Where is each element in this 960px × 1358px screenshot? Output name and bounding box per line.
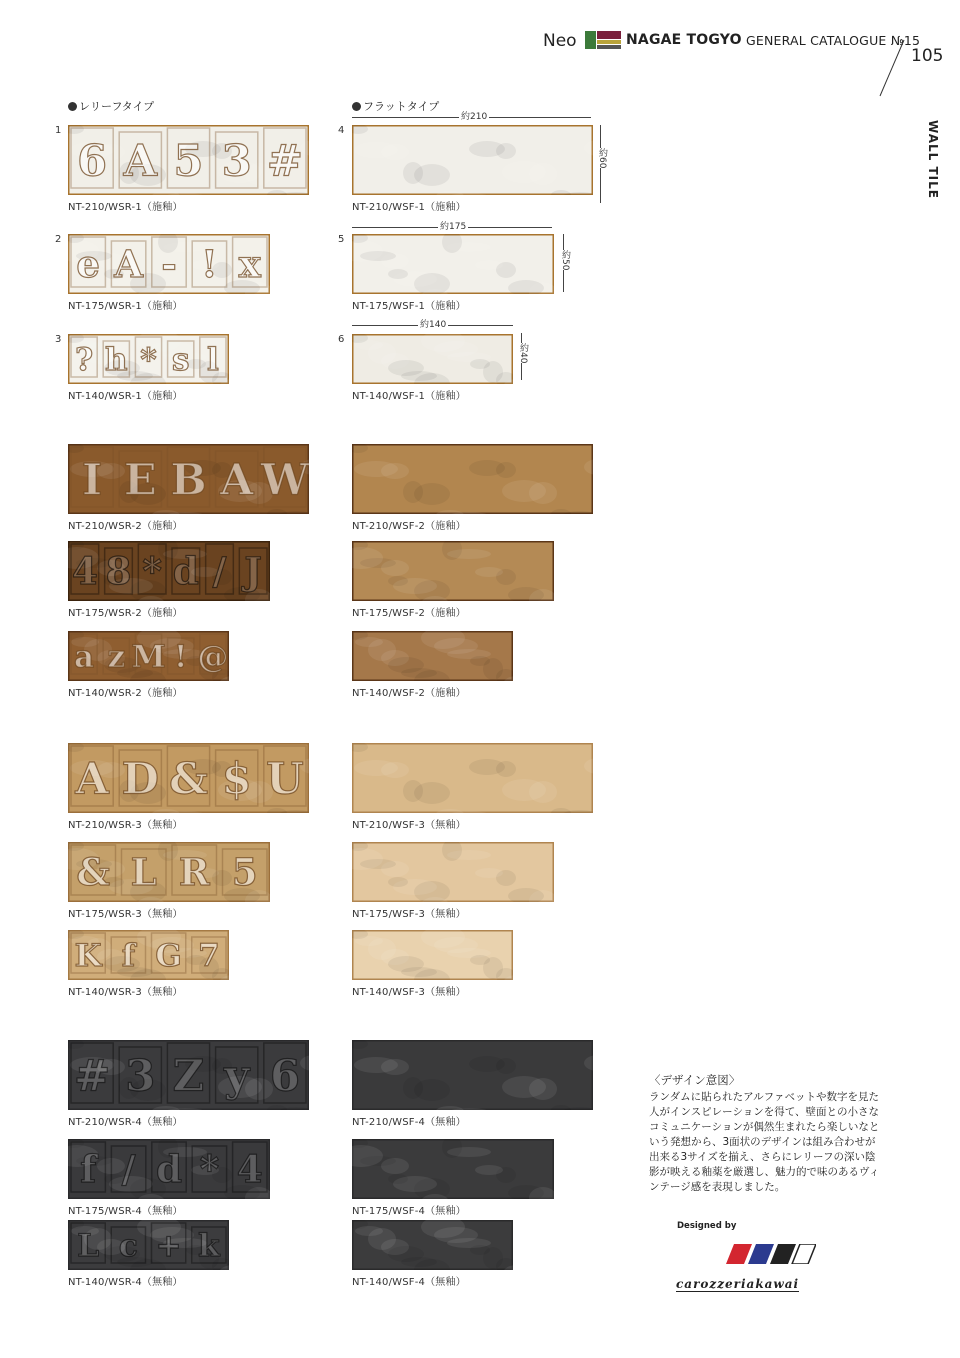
row-number: 2 <box>55 234 62 245</box>
dimension-height-40: 約40 <box>518 343 528 364</box>
tile-relief-glyph: # <box>74 1051 111 1102</box>
tile-relief-glyph: 3 <box>221 136 252 187</box>
flat-tile-image <box>352 541 554 601</box>
tile-relief-glyph: * <box>199 1147 220 1192</box>
designer-stripes-logo-icon <box>724 1244 816 1264</box>
relief-tile-image <box>68 842 270 902</box>
tile-relief-glyph: * <box>140 342 157 378</box>
tile-relief-glyph: J <box>244 549 262 594</box>
relief-tile-code: NT-175/WSR-1（施釉） <box>68 301 183 312</box>
tile-relief-glyph: l <box>207 342 219 378</box>
tile-relief-glyph: 5 <box>173 136 204 187</box>
tile-relief-glyph: 6 <box>269 1051 300 1102</box>
tile-relief-glyph: / <box>212 549 227 594</box>
flat-tile-image <box>352 743 593 813</box>
tile-relief-glyph: Z <box>172 1051 205 1102</box>
flat-tile-code: NT-210/WSF-1（施釉） <box>352 202 466 213</box>
flat-tile-image <box>352 930 513 980</box>
flat-type-heading <box>352 98 439 114</box>
flat-tile-code: NT-175/WSF-3（無釉） <box>352 909 466 920</box>
row-number: 5 <box>338 234 345 245</box>
relief-tile-code: NT-210/WSR-2（施釉） <box>68 521 183 532</box>
flat-tile-image <box>352 334 513 384</box>
tile-relief-glyph: a <box>74 639 95 675</box>
tile-relief-glyph: K <box>74 938 102 974</box>
tile-relief-glyph: 4 <box>71 549 98 594</box>
dimension-width-175: 約175 <box>438 219 468 232</box>
tile-relief-glyph: L <box>77 1228 100 1264</box>
tile-relief-glyph: M <box>131 639 166 675</box>
dimension-height-60: 約60 <box>597 148 607 169</box>
tile-relief-glyph: U <box>266 754 304 805</box>
flat-tile-code: NT-140/WSF-2（施釉） <box>352 688 466 699</box>
brand-neo: Neo <box>543 31 577 51</box>
relief-type-label: レリーフタイプ <box>79 100 155 113</box>
tile-relief-glyph: A <box>220 455 254 506</box>
designed-by-label: Designed by <box>677 1221 737 1231</box>
tile-relief-glyph: 5 <box>231 850 258 895</box>
divider-slash <box>876 38 906 100</box>
page-number: 105 <box>911 46 944 66</box>
relief-tile-image <box>68 743 309 813</box>
tile-relief-glyph: s <box>171 342 190 378</box>
tile-relief-glyph: / <box>121 1147 136 1192</box>
tile-relief-glyph: E <box>123 455 157 506</box>
tile-relief-glyph: - <box>161 242 177 287</box>
tile-relief-glyph: x <box>238 242 261 287</box>
tile-relief-glyph: h <box>105 342 128 378</box>
flat-tile-code: NT-175/WSF-1（施釉） <box>352 301 466 312</box>
flat-type-label: フラットタイプ <box>363 100 440 113</box>
flat-tile-image <box>352 1040 593 1110</box>
tile-relief-glyph: W <box>260 455 309 506</box>
tile-relief-glyph: + <box>155 1228 182 1264</box>
relief-tile-image <box>68 234 270 294</box>
relief-tile-code: NT-175/WSR-2（施釉） <box>68 608 183 619</box>
tile-relief-glyph: d <box>156 1147 182 1192</box>
tile-relief-glyph: 7 <box>198 938 220 974</box>
relief-tile-code: NT-175/WSR-4（無釉） <box>68 1206 183 1217</box>
tile-relief-glyph: * <box>142 549 162 594</box>
flat-tile-code: NT-175/WSF-2（施釉） <box>352 608 466 619</box>
tile-relief-glyph: & <box>76 850 110 895</box>
relief-type-heading <box>68 98 154 114</box>
tile-relief-glyph: A <box>114 242 143 287</box>
tile-relief-glyph: & <box>169 754 208 805</box>
section-label: WALL TILE <box>926 120 940 199</box>
design-intent-body: ランダムに貼られたアルファベットや数字を見た人がインスピレーションを得て、壁面との小さなコミュニケーションが偶然生まれたら楽しいなという発想から、3面状のデザインは組み合わせが出来る3サイズを揃え、さらにレリーフの深い陰影が映える釉薬を厳選し、魅力的で味のあるヴィンテージ感を表現しました。 <box>649 1091 880 1193</box>
tile-relief-glyph: c <box>118 1228 138 1264</box>
relief-tile-image <box>68 1220 229 1270</box>
row-number: 3 <box>55 334 62 345</box>
relief-tile-code: NT-140/WSR-3（無釉） <box>68 987 183 998</box>
tile-relief-glyph: G <box>155 938 182 974</box>
tile-relief-glyph: e <box>76 242 100 287</box>
tile-relief-glyph: ? <box>75 342 94 378</box>
tile-relief-glyph: R <box>178 850 210 895</box>
tile-relief-glyph: d <box>172 549 199 594</box>
dimension-width-140: 約140 <box>418 317 448 330</box>
tile-relief-glyph: ! <box>173 639 188 675</box>
relief-tile-code: NT-210/WSR-1（施釉） <box>68 202 183 213</box>
tile-relief-glyph: 3 <box>125 1051 156 1102</box>
designer-name: carozzeriakawai <box>676 1277 800 1291</box>
relief-tile-image <box>68 930 229 980</box>
flat-tile-image <box>352 444 593 514</box>
relief-tile-code: NT-210/WSR-3（無釉） <box>68 820 183 831</box>
flat-tile-code: NT-175/WSF-4（無釉） <box>352 1206 466 1217</box>
flat-tile-image <box>352 631 513 681</box>
relief-tile-code: NT-210/WSR-4（無釉） <box>68 1117 183 1128</box>
tile-relief-glyph: 8 <box>105 549 132 594</box>
row-number: 1 <box>55 125 62 136</box>
dimension-width-210: 約210 <box>459 109 489 122</box>
relief-tile-image <box>68 125 309 195</box>
tile-relief-glyph: D <box>121 754 159 805</box>
flat-tile-code: NT-210/WSF-3（無釉） <box>352 820 466 831</box>
row-number: 6 <box>338 334 345 345</box>
tile-relief-glyph: f <box>121 938 136 974</box>
relief-tile-image <box>68 1040 309 1110</box>
tile-relief-glyph: k <box>198 1228 220 1264</box>
row-number: 4 <box>338 125 345 136</box>
tile-relief-glyph: @ <box>197 639 229 675</box>
flat-tile-code: NT-140/WSF-4（無釉） <box>352 1277 466 1288</box>
flat-tile-code: NT-210/WSF-2（施釉） <box>352 521 466 532</box>
tile-relief-glyph: ! <box>201 242 218 287</box>
relief-tile-code: NT-140/WSR-1（施釉） <box>68 391 183 402</box>
tile-relief-glyph: A <box>75 754 109 805</box>
flat-tile-image <box>352 125 593 195</box>
flat-tile-code: NT-140/WSF-1（施釉） <box>352 391 466 402</box>
relief-tile-image <box>68 541 270 601</box>
relief-tile-code: NT-175/WSR-3（無釉） <box>68 909 183 920</box>
flat-tile-image <box>352 234 554 294</box>
relief-tile-image <box>68 334 229 384</box>
flat-tile-image <box>352 1220 513 1270</box>
tile-relief-glyph: z <box>107 639 126 675</box>
tile-relief-glyph: f <box>80 1147 97 1192</box>
flat-tile-image <box>352 1139 554 1199</box>
relief-tile-code: NT-140/WSR-4（無釉） <box>68 1277 183 1288</box>
flat-tile-code: NT-140/WSF-3（無釉） <box>352 987 466 998</box>
flat-tile-image <box>352 842 554 902</box>
tile-relief-glyph: 4 <box>236 1147 263 1192</box>
brand-logo-icon <box>585 31 621 49</box>
bullet-icon <box>68 102 77 111</box>
bullet-icon <box>352 102 361 111</box>
tile-relief-glyph: # <box>266 136 303 187</box>
tile-relief-glyph: y <box>224 1051 250 1102</box>
tile-relief-glyph: $ <box>221 754 252 805</box>
brand-name: NAGAE TOGYO <box>626 32 742 48</box>
relief-tile-image <box>68 444 309 514</box>
relief-tile-image <box>68 631 229 681</box>
catalogue-title: GENERAL CATALOGUE №15 <box>746 33 921 48</box>
tile-relief-glyph: A <box>123 136 157 187</box>
tile-relief-glyph: 6 <box>77 136 108 187</box>
relief-tile-image <box>68 1139 270 1199</box>
dimension-height-50: 約50 <box>560 250 570 271</box>
relief-tile-code: NT-140/WSR-2（施釉） <box>68 688 183 699</box>
tile-relief-glyph: L <box>130 850 157 895</box>
tile-relief-glyph: B <box>170 455 207 506</box>
tile-relief-glyph: I <box>82 455 103 506</box>
flat-tile-code: NT-210/WSF-4（無釉） <box>352 1117 466 1128</box>
design-intent-title: 〈デザイン意図〉 <box>649 1073 741 1087</box>
